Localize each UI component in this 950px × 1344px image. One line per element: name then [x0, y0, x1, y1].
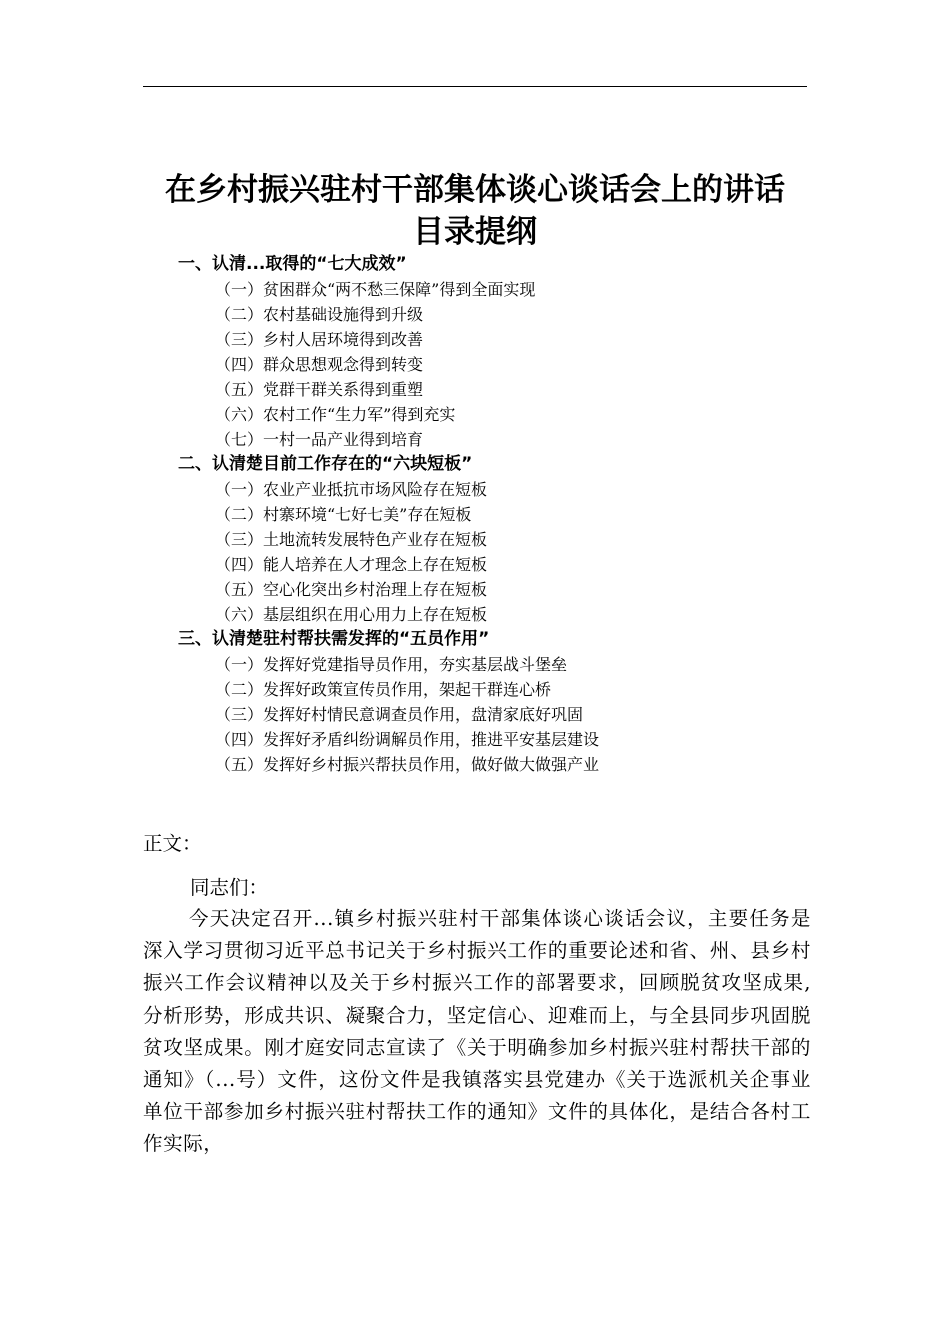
toc-item: （五）发挥好乡村振兴帮扶员作用，做好做大做强产业	[215, 755, 600, 774]
body-paragraph: 今天决定召开...镇乡村振兴驻村干部集体谈心谈话会议，主要任务是深入学习贯彻习近平总书记关于乡村振兴工作的重要论述和省、州、县乡村振兴工作会议精神以及关于乡村振兴工作的部署要求，回顾脱贫攻坚成果,分析形势，形成共识、凝聚合力，坚定信心、迎难而上，与全县同步巩固脱贫攻坚成果。刚才庭安同志宣读了《关于明确参加乡村振兴驻村帮扶干部的通知》（...号）文件，这份文件是我镇落实县党建办《关于选派机关企事业单位干部参加乡村振兴驻村帮扶工作的通知》文件的具体化，是结合各村工作实际，	[143, 907, 811, 1156]
toc-item: （六）农村工作“生力军”得到充实	[215, 405, 456, 424]
toc-item: （五）空心化突出乡村治理上存在短板	[215, 580, 488, 599]
toc-item: （二）发挥好政策宣传员作用，架起干群连心桥	[215, 680, 552, 699]
toc-item: （三）发挥好村情民意调查员作用，盘清家底好巩固	[215, 705, 584, 724]
toc-item: （四）能人培养在人才理念上存在短板	[215, 555, 488, 574]
toc-item: （一）贫困群众“两不愁三保障”得到全面实现	[215, 280, 536, 299]
header-rule	[143, 86, 807, 87]
toc-item: （三）乡村人居环境得到改善	[215, 330, 424, 349]
toc-item: （六）基层组织在用心用力上存在短板	[215, 605, 488, 624]
toc-item: （四）发挥好矛盾纠纷调解员作用，推进平安基层建设	[215, 730, 600, 749]
toc-item: （五）党群干群关系得到重塑	[215, 380, 424, 399]
toc-heading: 一、认清...取得的“七大成效”	[178, 254, 407, 274]
toc-item: （一）发挥好党建指导员作用，夯实基层战斗堡垒	[215, 655, 568, 674]
toc-item: （七）一村一品产业得到培育	[215, 430, 424, 449]
table-of-contents	[0, 252, 950, 777]
greeting: 同志们：	[190, 876, 269, 899]
document-title: 在乡村振兴驻村干部集体谈心谈话会上的讲话	[165, 172, 785, 208]
toc-heading: 三、认清楚驻村帮扶需发挥的“五员作用”	[178, 629, 490, 649]
toc-item: （四）群众思想观念得到转变	[215, 355, 424, 374]
toc-item: （二）村寨环境“七好七美”存在短板	[215, 505, 472, 524]
toc-item: （一）农业产业抵抗市场风险存在短板	[215, 480, 488, 499]
toc-heading: 二、认清楚目前工作存在的“六块短板”	[178, 454, 473, 474]
toc-item: （三）土地流转发展特色产业存在短板	[215, 530, 488, 549]
document-subtitle: 目录提纲	[413, 214, 537, 250]
body-label: 正文：	[143, 832, 202, 855]
toc-item: （二）农村基础设施得到升级	[215, 305, 424, 324]
